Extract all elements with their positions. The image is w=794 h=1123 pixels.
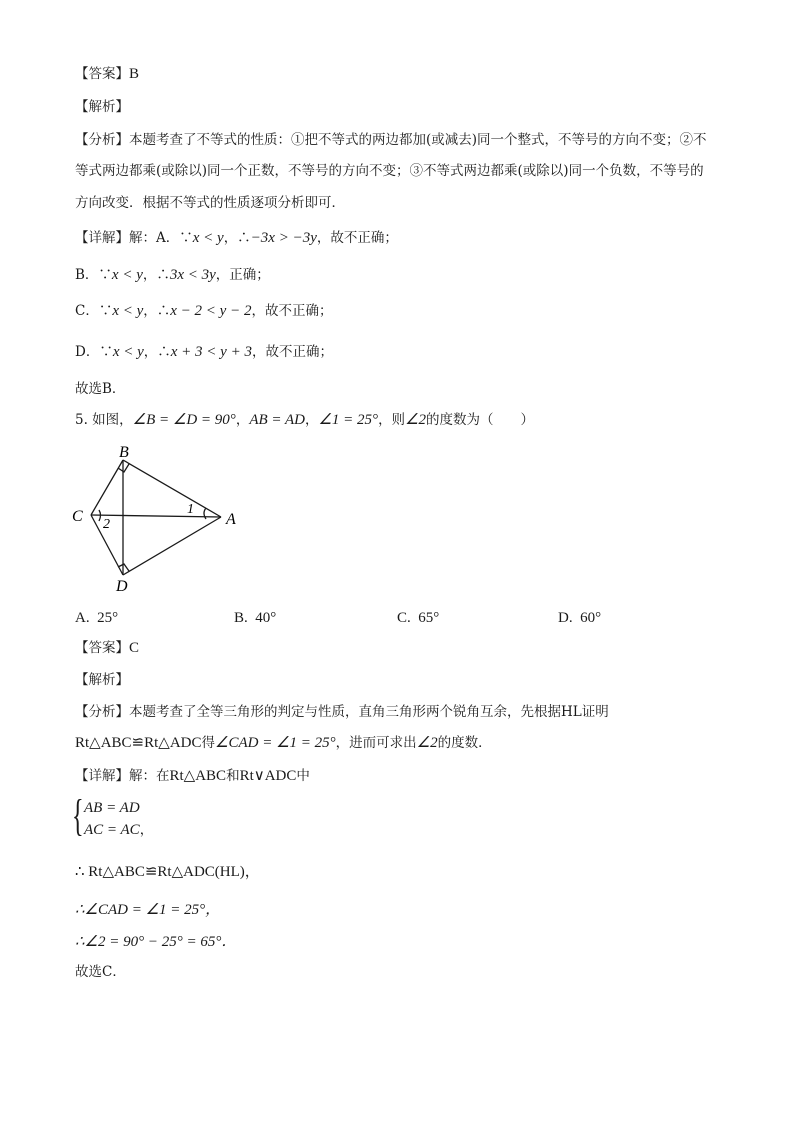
math-premise: x < y	[111, 267, 143, 283]
fenxi-line-2-q5	[75, 733, 492, 753]
fenxi-tag: 【分析】	[75, 132, 129, 148]
fenxi-text: 本题考查了不等式的性质：①把不等式的两边都加(或减去)同一个整式，不等号的方向不变；②不	[129, 132, 707, 148]
option-value: 25°	[97, 610, 119, 626]
option-letter: B.	[234, 610, 248, 626]
label-angle-2: 2	[103, 517, 110, 532]
step-2: ∴∠CAD = ∠1 = 25°，	[75, 902, 221, 918]
math-triangle-abc: Rt△ABC	[169, 768, 227, 784]
option-a[interactable]	[75, 608, 118, 628]
option-d[interactable]	[558, 608, 601, 628]
xiangjie-line-c	[75, 301, 332, 321]
xiangjie-tag: 【详解】	[75, 230, 129, 246]
fenxi-line-2-q4: 等式两边都乘(或除以)同一个正数，不等号的方向不变；③不等式两边都乘(或除以)同一个负数，不等号的	[75, 163, 704, 179]
fenxi-text: 本题考查了全等三角形的判定与性质，直角三角形两个锐角互余，先根据HL证明	[129, 704, 609, 720]
line-suffix: ，故不正确；	[251, 344, 333, 360]
line-mid: ，∴	[143, 344, 171, 360]
text-de: 得	[201, 735, 215, 751]
conclusion-q4: 故选B．	[75, 381, 126, 397]
fenxi-line-1-q4	[75, 130, 707, 150]
line-suffix: ，故不正确；	[316, 230, 398, 246]
math-result: −3x > −3y	[250, 230, 317, 246]
answer-line-q4	[75, 64, 139, 84]
option-letter: C.	[397, 610, 411, 626]
step-1: ∴ Rt△ABC≌Rt△ADC(HL)，	[75, 864, 260, 880]
line-suffix: ，正确；	[215, 267, 270, 283]
line-mid: ，∴	[223, 230, 251, 246]
text-zai: 解：在	[129, 768, 170, 784]
question-5-stem	[75, 410, 534, 430]
answer-line-q5	[75, 638, 139, 658]
math-premise: x < y	[112, 303, 144, 319]
segment-ad	[123, 517, 221, 575]
fenxi-line-1-q5	[75, 702, 609, 722]
conclusion-q5: 故选C．	[75, 964, 126, 980]
option-value: 65°	[418, 610, 440, 626]
option-value: 40°	[255, 610, 277, 626]
stem-text: ，则	[378, 412, 406, 428]
stem-sep: ，	[304, 412, 319, 428]
xiangjie-line-q5	[75, 766, 310, 786]
fenxi-tag: 【分析】	[75, 704, 129, 720]
line-prefix: 解：A．∵	[129, 230, 193, 246]
math-premise: x < y	[192, 230, 224, 246]
line-mid: ，∴	[142, 267, 170, 283]
fenxi-line-3-q4: 方向改变．根据不等式的性质逐项分析即可．	[75, 195, 345, 211]
label-angle-1: 1	[187, 502, 194, 517]
geometry-figure	[66, 440, 256, 595]
option-letter: D.	[558, 610, 573, 626]
label-a: A	[226, 511, 236, 528]
math-triangle-adc: Rt∨ADC	[239, 768, 297, 784]
answer-value: C	[129, 640, 140, 656]
xiangjie-line-b	[75, 265, 270, 285]
stem-math-angle1: ∠1 = 25°	[318, 412, 379, 428]
system-eq-1: AB = AD	[84, 800, 140, 816]
math-angle-cad: ∠CAD = ∠1 = 25°	[215, 735, 336, 751]
stem-math-angles: ∠B = ∠D = 90°	[132, 412, 236, 428]
system-eq-2: AC = AC	[84, 822, 140, 838]
math-premise: x < y	[112, 344, 144, 360]
answer-tag: 【答案】	[75, 66, 129, 82]
label-b: B	[119, 444, 129, 461]
line-prefix: D．∵	[75, 344, 113, 360]
jiexi-tag-q4: 【解析】	[75, 99, 129, 115]
text-next: ，进而可求出	[335, 735, 417, 751]
line-prefix: C．∵	[75, 303, 113, 319]
line-mid: ，∴	[143, 303, 171, 319]
diagonal-ca	[91, 515, 221, 517]
math-result: 3x < 3y	[169, 267, 216, 283]
xiangjie-tag: 【详解】	[75, 768, 129, 784]
math-congruence: Rt△ABC≌Rt△ADC	[75, 735, 202, 751]
label-c: C	[72, 508, 83, 525]
answer-tag: 【答案】	[75, 640, 129, 656]
stem-math-angle2: ∠2	[405, 412, 427, 428]
step-3: ∴∠2 = 90° − 25° = 65°．	[75, 934, 237, 950]
text-end: 的度数．	[437, 735, 492, 751]
option-letter: A.	[75, 610, 90, 626]
label-d: D	[116, 578, 128, 595]
xiangjie-line-d	[75, 342, 333, 362]
stem-math-sides: AB = AD	[249, 412, 305, 428]
math-result: x + 3 < y + 3	[170, 344, 252, 360]
system-comma: ，	[139, 822, 154, 838]
jiexi-tag-q5: 【解析】	[75, 672, 129, 688]
option-b[interactable]	[234, 608, 276, 628]
math-angle-2: ∠2	[416, 735, 438, 751]
math-result: x − 2 < y − 2	[170, 303, 252, 319]
answer-value: B	[129, 66, 140, 82]
option-value: 60°	[580, 610, 602, 626]
stem-text: 的度数为（ ）	[426, 412, 535, 428]
text-zhong: 中	[296, 768, 310, 784]
text-he: 和	[226, 768, 240, 784]
stem-sep: ，	[235, 412, 250, 428]
system-brace: {	[72, 791, 84, 840]
xiangjie-line-a	[75, 228, 398, 248]
system-eq-2-line	[84, 820, 153, 840]
line-suffix: ，故不正确；	[251, 303, 333, 319]
line-prefix: B．∵	[75, 267, 112, 283]
stem-prefix: 5. 如图，	[75, 412, 133, 428]
option-c[interactable]	[397, 608, 439, 628]
